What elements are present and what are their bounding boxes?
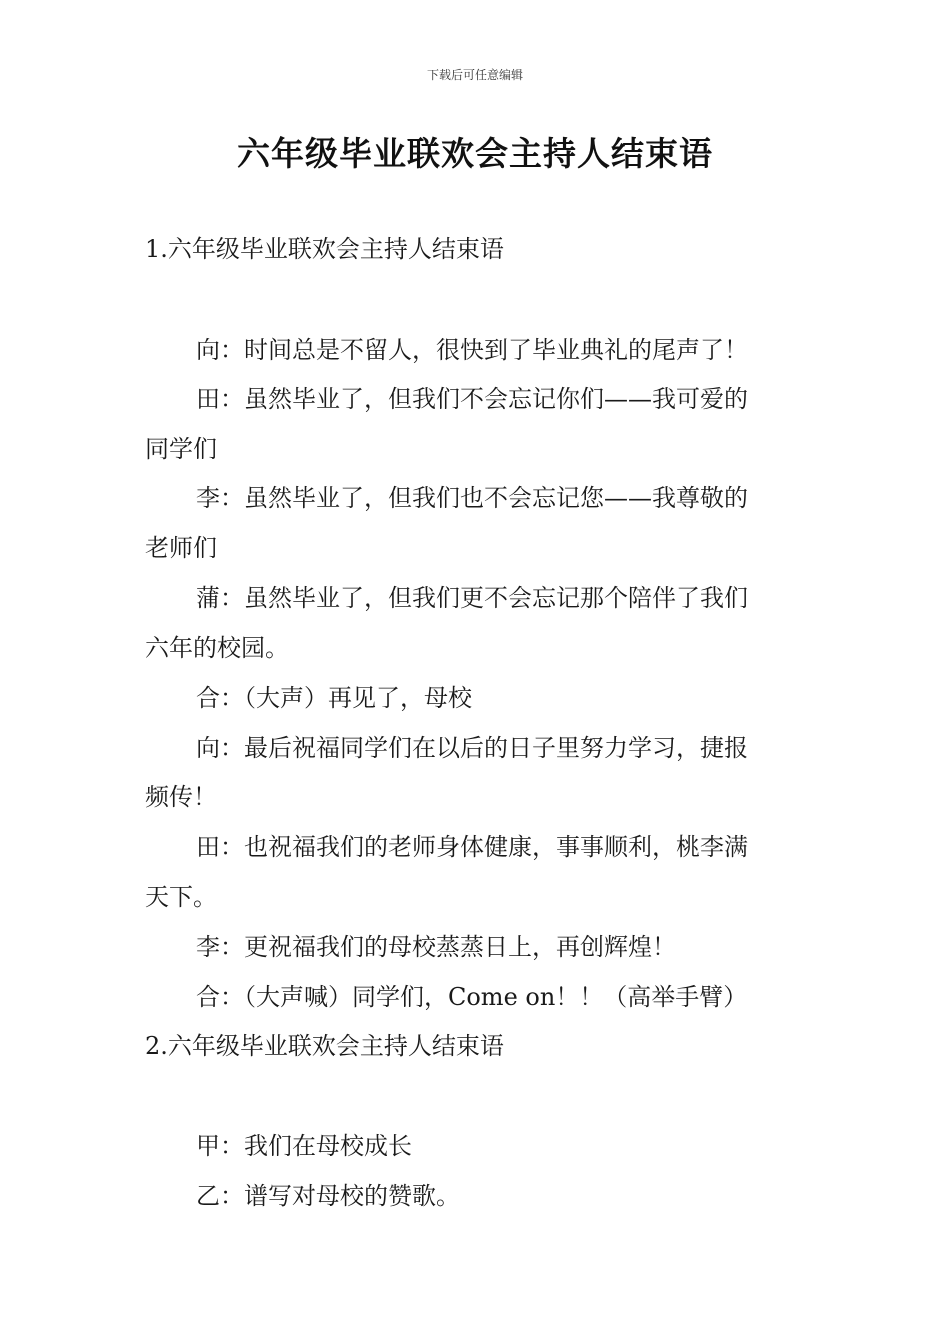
dialogue-line: 李：更祝福我们的母校蒸蒸日上，再创辉煌！ bbox=[196, 933, 676, 961]
dialogue-line: 李：虽然毕业了，但我们也不会忘记您——我尊敬的 bbox=[196, 484, 748, 512]
section-2-heading: 2.六年级毕业联欢会主持人结束语 bbox=[145, 1032, 504, 1060]
document-title: 六年级毕业联欢会主持人结束语 bbox=[237, 134, 713, 173]
dialogue-line: 合：（大声）再见了，母校 bbox=[196, 684, 472, 712]
dialogue-line-continuation: 频传！ bbox=[145, 783, 217, 811]
dialogue-line-continuation: 老师们 bbox=[145, 534, 217, 562]
dialogue-line: 乙：谱写对母校的赞歌。 bbox=[196, 1182, 460, 1210]
header-note: 下载后可任意编辑 bbox=[426, 68, 523, 82]
dialogue-line: 合：（大声喊）同学们，Come on！！（高举手臂） bbox=[196, 983, 748, 1011]
section-1-heading: 1.六年级毕业联欢会主持人结束语 bbox=[145, 235, 504, 263]
dialogue-line: 甲：我们在母校成长 bbox=[196, 1132, 412, 1160]
dialogue-line: 向：时间总是不留人，很快到了毕业典礼的尾声了！ bbox=[196, 336, 748, 364]
dialogue-line-continuation: 六年的校园。 bbox=[145, 634, 289, 662]
dialogue-line: 田：也祝福我们的老师身体健康，事事顺利，桃李满 bbox=[196, 833, 748, 861]
dialogue-line: 蒲：虽然毕业了，但我们更不会忘记那个陪伴了我们 bbox=[196, 584, 748, 612]
dialogue-line: 向：最后祝福同学们在以后的日子里努力学习，捷报 bbox=[196, 734, 748, 762]
dialogue-line: 田：虽然毕业了，但我们不会忘记你们——我可爱的 bbox=[196, 385, 748, 413]
dialogue-line-continuation: 同学们 bbox=[145, 435, 217, 463]
dialogue-line-continuation: 天下。 bbox=[145, 883, 217, 911]
